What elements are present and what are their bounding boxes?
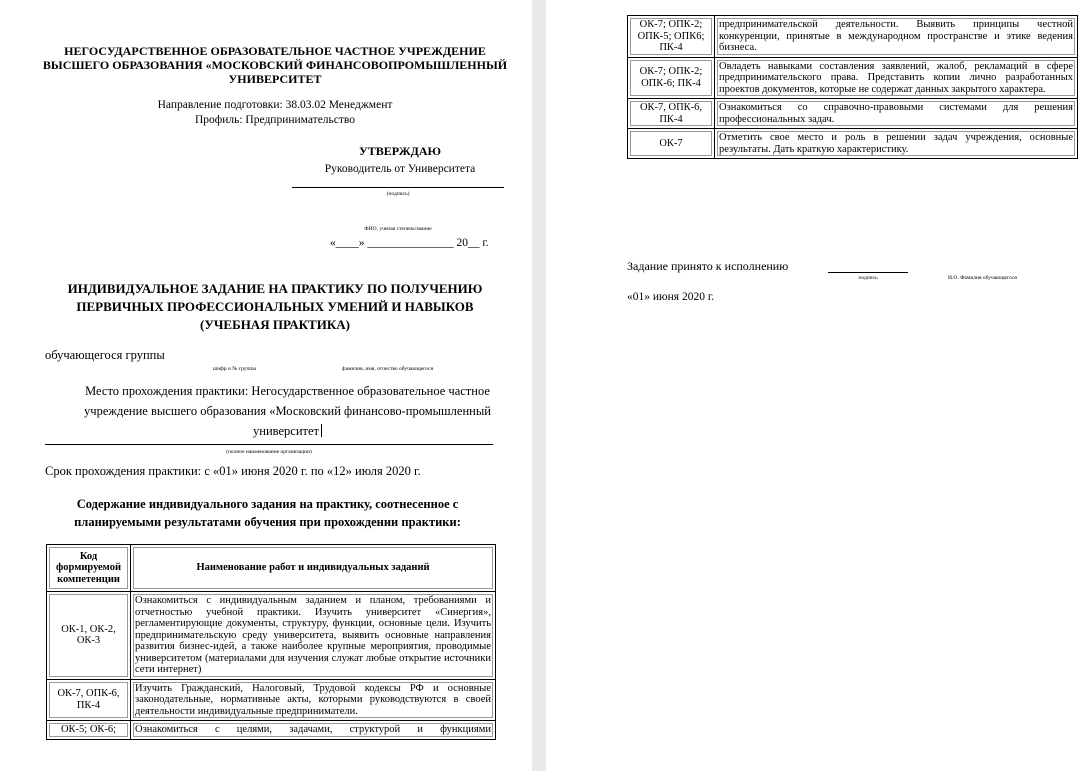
row-text: Овладеть навыками составления заявлений, жалоб, рекламаций в сфере предпринимательского права. Представить копии лично разработанных проектов документов, которые не содержат данных закрытого характера. — [715, 57, 1078, 99]
org-name-line-2: ВЫСШЕГО ОБРАЗОВАНИЯ «МОСКОВСКИЙ ФИНАНСОВОПРОМЫШЛЕННЫЙ — [42, 58, 508, 72]
practice-place-line-1: Место прохождения практики: Негосударственное образовательное частное — [85, 384, 490, 398]
profile-text: Профиль: Предпринимательство — [194, 114, 356, 126]
row-text: Ознакомиться с целями, задачами, структурой и функциями — [131, 721, 496, 740]
row-code: ОК-5; ОК-6; — [47, 721, 131, 740]
accepted-label: Задание принято к исполнению — [627, 259, 789, 273]
row-code: ОК-7, ОПК-6, ПК-4 — [628, 99, 715, 129]
table-row — [47, 679, 496, 721]
org-name-line-1: НЕГОСУДАРСТВЕННОЕ ОБРАЗОВАТЕЛЬНОЕ ЧАСТНОЕ УЧРЕЖДЕНИЕ — [64, 44, 486, 58]
task-title-line-1: ИНДИВИДУАЛЬНОЕ ЗАДАНИЕ НА ПРАКТИКУ ПО ПОЛУЧЕНИЮ — [67, 281, 483, 296]
row-text: Отметить свое место и роль в решении задач учреждения, основные результаты. Дать краткую характеристику. — [715, 129, 1078, 159]
signature-line — [292, 187, 504, 188]
task-title-line-2: ПЕРВИЧНЫХ ПРОФЕССИОНАЛЬНЫХ УМЕНИЙ И НАВЫКОВ — [76, 299, 474, 314]
content-title-line-1: Содержание индивидуального задания на практику, соотнесенное с — [76, 497, 459, 511]
approve-title: УТВЕРЖДАЮ — [358, 144, 442, 158]
student-signature-caption: подпись — [858, 275, 878, 281]
row-code: ОК-7; ОПК-2; ОПК-6; ПК-4 — [628, 57, 715, 99]
direction-text: Направление подготовки: 38.03.02 Менеджмент — [157, 99, 393, 111]
task-title-line-3: (УЧЕБНАЯ ПРАКТИКА) — [200, 317, 350, 332]
fio-caption: ФИО, ученая степень/звание — [364, 226, 432, 232]
row-text: Ознакомиться со справочно-правовыми системами для решения профессиональных задач. — [715, 99, 1078, 129]
practice-place-line-3-text: университет — [253, 424, 319, 438]
header-name: Наименование работ и индивидуальных заданий — [131, 545, 496, 592]
practice-term: Срок прохождения практики: с «01» июня 2020 г. по «12» июля 2020 г. — [45, 464, 421, 478]
student-group-label: обучающегося группы — [45, 348, 165, 362]
text-cursor — [321, 424, 322, 437]
table-row — [47, 592, 496, 680]
tasks-table — [46, 544, 496, 740]
student-fio-caption: И.О. Фамилия обучающегося — [948, 275, 1017, 281]
org-name — [40, 44, 510, 86]
task-title — [40, 280, 510, 334]
table-row — [628, 16, 1078, 58]
row-text: Изучить Гражданский, Налоговый, Трудовой кодексы РФ и основные законодательные, нормативные акты, которыми руководствуются в своей деятельности индивидуальные предприниматели. — [131, 679, 496, 721]
row-code: ОК-7, ОПК-6, ПК-4 — [47, 679, 131, 721]
row-code: ОК-7 — [628, 129, 715, 159]
approve-date: «____» _______________ 20__ г. — [330, 237, 489, 249]
signature-caption: (подпись) — [386, 191, 410, 197]
document-page-right — [546, 0, 1088, 771]
accepted-date: «01» июня 2020 г. — [627, 291, 715, 303]
practice-place-line-3[interactable] — [45, 421, 530, 441]
header-code: Код формируемой компетенции — [47, 545, 131, 592]
student-signature-line — [828, 272, 908, 273]
row-text: Ознакомиться с индивидуальным заданием и планом, требованиями и отчетностью учебной практики. Изучить университет «Синергия», регламентирующие документы, структуру, функции, основные цели. Изучить предпринимательскую среду университета, выявить основные направления развития бизнес-идей, а также наиболее крупные мероприятия, проводимые университетом (материалами для изучения служат любые открытие источники сети интернет) — [131, 592, 496, 680]
name-caption: фамилия, имя, отчество обучающегося — [342, 366, 434, 372]
table-row — [47, 721, 496, 740]
content-title-line-2: планируемыми результатами обучения при прохождении практики: — [74, 515, 461, 529]
tasks-table-continued — [627, 15, 1078, 159]
practice-place — [45, 381, 530, 441]
group-caption: шифр и № группы — [213, 366, 257, 372]
approve-role: Руководитель от Университета — [324, 163, 476, 175]
document-page-left — [0, 0, 532, 771]
content-title — [30, 495, 505, 531]
org-name-line-3: УНИВЕРСИТЕТ — [228, 72, 322, 86]
row-text: предпринимательской деятельности. Выявить принципы честной конкуренции, принятые в международном пространстве и этике ведения бизнеса. — [715, 16, 1078, 58]
practice-place-line-2: учреждение высшего образования «Московский финансово-промышленный — [84, 404, 491, 418]
table-header-row — [47, 545, 496, 592]
table-row — [628, 57, 1078, 99]
row-code: ОК-1, ОК-2, ОК-3 — [47, 592, 131, 680]
table-row — [628, 129, 1078, 159]
org-caption: (полное наименование организации) — [226, 449, 312, 455]
org-line — [45, 444, 493, 445]
table-row — [628, 99, 1078, 129]
row-code: ОК-7; ОПК-2; ОПК-5; ОПК6; ПК-4 — [628, 16, 715, 58]
